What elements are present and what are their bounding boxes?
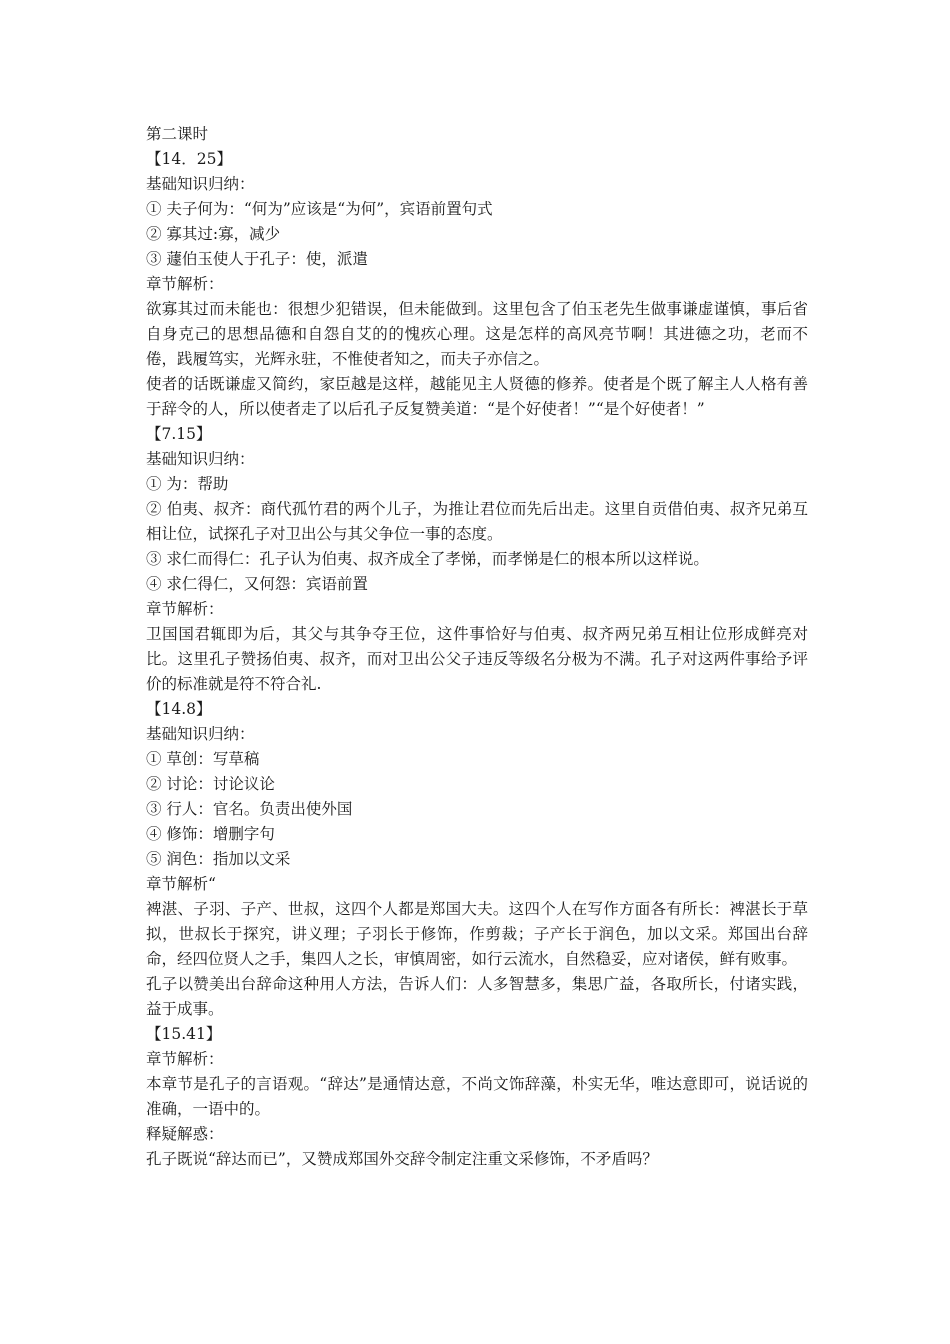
knowledge-item: ② 寡其过:寡，减少 xyxy=(146,225,281,243)
analysis-label: 章节解析： xyxy=(146,1050,224,1068)
section-header: 【14．25】 xyxy=(146,150,232,168)
knowledge-item: ① 为：帮助 xyxy=(146,475,229,493)
basic-knowledge-label: 基础知识归纳： xyxy=(146,725,255,743)
knowledge-item: ③ 求仁而得仁：孔子认为伯夷、叔齐成全了孝悌，而孝悌是仁的根本所以这样说。 xyxy=(146,550,709,568)
basic-knowledge-label: 基础知识归纳： xyxy=(146,450,255,468)
doubt-label: 释疑解惑： xyxy=(146,1125,224,1143)
section-15-41 xyxy=(146,1022,808,1172)
document-page xyxy=(146,122,808,1172)
doubt-paragraph: 孔子既说“辞达而已”，又赞成郑国外交辞令制定注重文采修饰，不矛盾吗？ xyxy=(146,1150,658,1168)
analysis-paragraph: 欲寡其过而未能也：很想少犯错误，但未能做到。这里包含了伯玉老先生做事谦虚谨慎，事后省自身克己的思想品德和自怨自艾的的愧疚心理。这是怎样的高风亮节啊！其进德之功，老而不倦，践履笃实，光辉永驻，不惟使者知之，而夫子亦信之。 xyxy=(146,300,808,368)
knowledge-item: ⑤ 润色：指加以文采 xyxy=(146,850,291,868)
knowledge-item: ② 讨论：讨论议论 xyxy=(146,775,275,793)
knowledge-item: ④ 修饰：增删字句 xyxy=(146,825,275,843)
section-14-25 xyxy=(146,147,808,422)
section-header: 【7.15】 xyxy=(146,425,212,443)
analysis-paragraph: 卫国国君辄即为后，其父与其争夺王位，这件事恰好与伯夷、叔齐两兄弟互相让位形成鲜亮对比。这里孔子赞扬伯夷、叔齐，而对卫出公父子违反等级名分极为不满。孔子对这两件事给予评价的标准就是符不符合礼. xyxy=(146,625,808,693)
knowledge-item: ③ 行人：官名。负责出使外国 xyxy=(146,800,353,818)
analysis-label: 章节解析“ xyxy=(146,875,216,893)
section-7-15 xyxy=(146,422,808,697)
analysis-paragraph: 使者的话既谦虚又简约，家臣越是这样，越能见主人贤德的修养。使者是个既了解主人人格有善于辞令的人，所以使者走了以后孔子反复赞美道：“是个好使者！”“是个好使者！” xyxy=(146,375,808,418)
analysis-paragraph: 裨湛、子羽、子产、世叔，这四个人都是郑国大夫。这四个人在写作方面各有所长：裨湛长于草拟，世叔长于探究，讲义理；子羽长于修饰，作剪裁；子产长于润色，加以文采。郑国出台辞命，经四位贤人之手，集四人之长，审慎周密，如行云流水，自然稳妥，应对诸侯，鲜有败事。 xyxy=(146,900,808,968)
knowledge-item: ① 草创：写草稿 xyxy=(146,750,260,768)
analysis-label: 章节解析： xyxy=(146,275,224,293)
analysis-paragraph: 本章节是孔子的言语观。“辞达”是通情达意，不尚文饰辞藻，朴实无华，唯达意即可，说话说的准确，一语中的。 xyxy=(146,1075,808,1118)
section-14-8 xyxy=(146,697,808,1022)
knowledge-item: ④ 求仁得仁，又何怨：宾语前置 xyxy=(146,575,368,593)
basic-knowledge-label: 基础知识归纳： xyxy=(146,175,255,193)
section-header: 【15.41】 xyxy=(146,1025,222,1043)
analysis-paragraph: 孔子以赞美出台辞命这种用人方法，告诉人们：人多智慧多，集思广益，各取所长，付诸实践，益于成事。 xyxy=(146,975,808,1018)
section-header: 【14.8】 xyxy=(146,700,212,718)
knowledge-item: ③ 蘧伯玉使人于孔子：使，派遣 xyxy=(146,250,368,268)
knowledge-item: ① 夫子何为：“何为”应该是“为何”，宾语前置句式 xyxy=(146,200,493,218)
analysis-label: 章节解析： xyxy=(146,600,224,618)
lesson-title: 第二课时 xyxy=(146,125,209,143)
knowledge-item: ② 伯夷、叔齐：商代孤竹君的两个儿子，为推让君位而先后出走。这里自贡借伯夷、叔齐兄弟互相让位，试探孔子对卫出公与其父争位一事的态度。 xyxy=(146,500,808,543)
